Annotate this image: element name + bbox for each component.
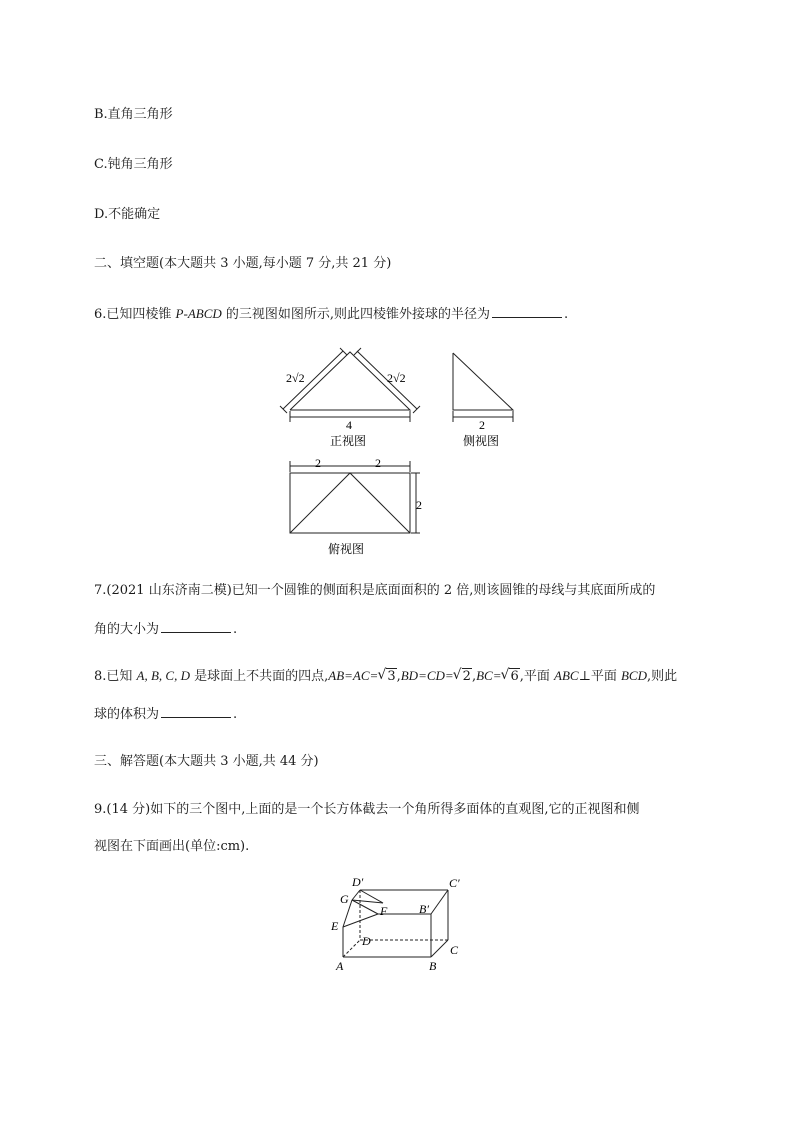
q8-answer-blank[interactable] [161,703,231,718]
top-left-label: 2 [315,456,321,470]
front-right-label: 2√2 [387,371,406,385]
q6-answer-blank[interactable] [492,303,562,318]
question-8-line-1: 8.已知 A, B, C, D 是球面上不共面的四点,AB=AC=√ 3,BD=CD=√ 2,BC=√ 6,平面 ABC⊥平面 BCD,则此 [94,666,677,687]
q7-end: . [233,622,238,637]
front-caption: 正视图 [330,434,367,448]
label-b: B [429,959,437,973]
q8-sqrt2: √ 2 [454,667,472,687]
q8-bcd: BCD [620,668,647,683]
label-e: E [331,919,339,933]
question-7-line-2 [94,618,237,640]
label-f: F [380,904,388,918]
section-2-heading: 二、填空题(本大题共 3 小题,每小题 7 分,共 21 分) [94,256,392,271]
label-g: G [340,892,349,906]
label-a: A [336,959,344,973]
q8-perp: ⊥平面 [578,669,621,684]
top-side-label: 2 [416,498,422,512]
q8-prefix: 8.已知 [94,669,137,684]
question-9-line-2: 视图在下面画出(单位:cm). [94,839,250,854]
front-base-label: 4 [346,418,352,432]
q6-name: P-ABCD [175,306,222,321]
q8-bc: BC= [476,668,502,683]
q8-line2-text: 球的体积为 [94,707,160,722]
question-6 [94,303,568,325]
label-b-prime: B′ [419,902,429,916]
q8-bd-cd: BD=CD= [400,668,454,683]
top-caption: 俯视图 [328,542,365,556]
question-9-line-1: 9.(14 分)如下的三个图中,上面的是一个长方体截去一个角所得多面体的直观图,它的正视图和侧 [94,802,640,817]
question-7-line-1: 7.(2021 山东济南二模)已知一个圆锥的侧面积是底面面积的 2 倍,则该圆锥的母线与其底面所成的 [94,583,656,598]
q6-end: . [564,307,569,322]
label-d-prime: D′ [352,875,364,889]
side-base-label: 2 [479,418,485,432]
q8-text3: ,则此 [646,669,678,684]
front-view-figure [270,340,420,455]
side-view-figure [445,350,525,450]
q8-text2: ,平面 [519,669,555,684]
q8-points: A, B, C, D [136,668,190,683]
q8-end: . [233,707,238,722]
side-caption: 侧视图 [463,434,500,448]
label-c-prime: C′ [449,876,460,890]
q8-abc: ABC [554,668,579,683]
option-c: C.钝角三角形 [94,157,173,172]
q6-suffix: 的三视图如图所示,则此四棱锥外接球的半径为 [221,307,491,322]
q8-sqrt3: √ 3 [378,667,396,687]
top-view-figure [280,455,430,560]
top-view-rectangle [290,473,410,533]
polyhedron-figure [328,872,468,982]
option-d: D.不能确定 [94,207,161,222]
top-right-label: 2 [375,456,381,470]
q8-text1: 是球面上不共面的四点, [190,669,329,684]
label-c: C [450,943,459,957]
question-8-line-2 [94,703,237,725]
label-d: D [362,934,371,948]
section-3-heading: 三、解答题(本大题共 3 小题,共 44 分) [94,754,319,769]
side-view-triangle [453,353,513,410]
q6-prefix: 6.已知四棱锥 [94,307,176,322]
front-left-label: 2√2 [286,371,305,385]
option-b: B.直角三角形 [94,107,173,122]
q7-line2-text: 角的大小为 [94,622,160,637]
q8-sqrt6: √ 6 [501,667,519,687]
q7-answer-blank[interactable] [161,618,231,633]
q8-ab-ac: AB=AC= [328,668,379,683]
top-view-diagonals [290,473,410,533]
